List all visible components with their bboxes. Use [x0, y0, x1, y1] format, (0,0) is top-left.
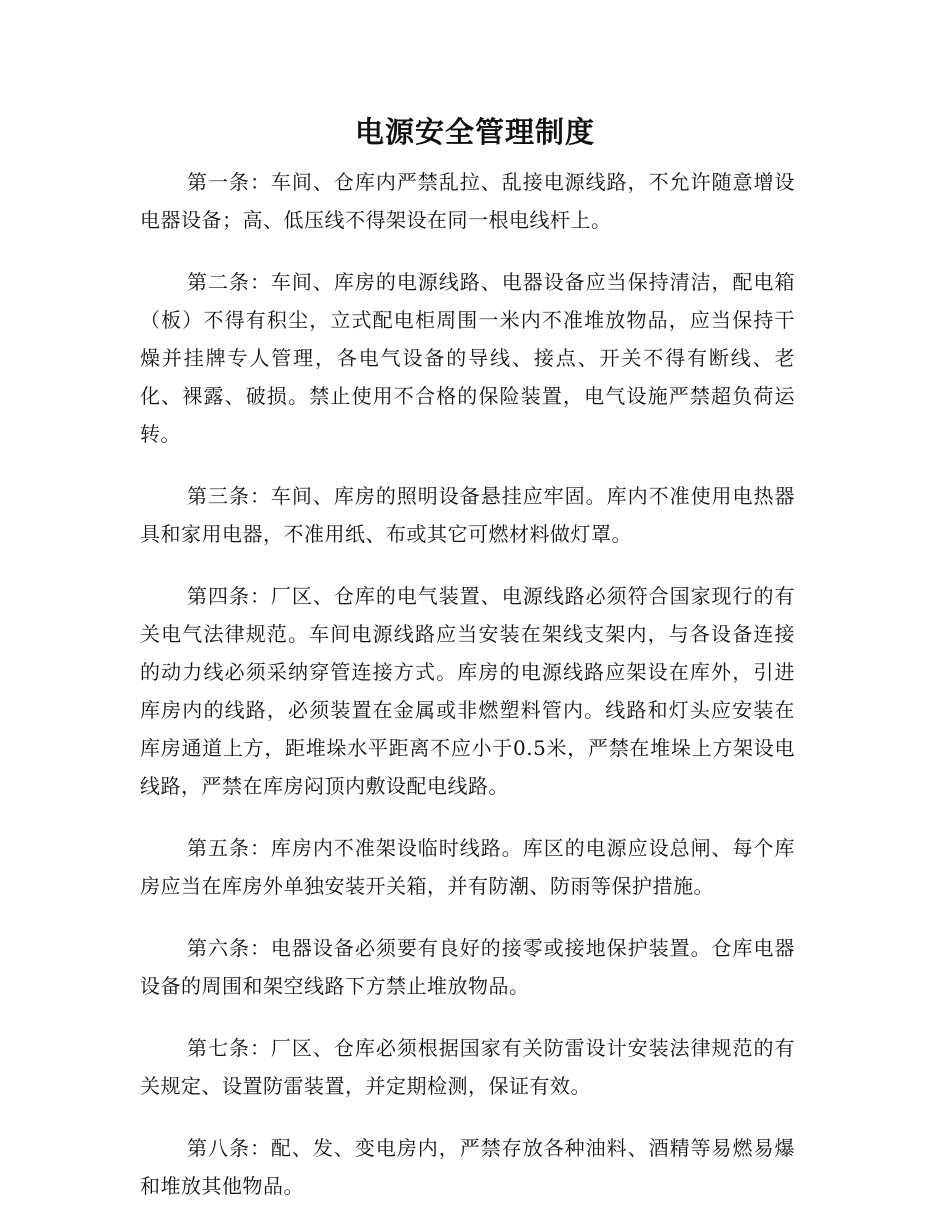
article-4: 第四条：厂区、仓库的电气装置、电源线路必须符合国家现行的有关电气法律规范。车间电源线路应当安装在架线支架内，与各设备连接的动力线必须采纳穿管连接方式。库房的电源线路应架设在库外，引进库房内的线路，必须装置在金属或非燃塑料管内。线路和灯头应安装在库房通道上方，距堆垛水平距离不应小于0.5米，严禁在堆垛上方架设电线路，严禁在库房闷顶内敷设配电线路。 [140, 584, 795, 798]
article-7: 第七条：厂区、仓库必须根据国家有关防雷设计安装法律规范的有关规定、设置防雷装置，并定期检测，保证有效。 [140, 1036, 795, 1098]
article-3: 第三条：车间、库房的照明设备悬挂应牢固。库内不准使用电热器具和家用电器，不准用纸、布或其它可燃材料做灯罩。 [140, 484, 795, 546]
article-1: 第一条：车间、仓库内严禁乱拉、乱接电源线路，不允许随意增设电器设备；高、低压线不得架设在同一根电线杆上。 [140, 170, 795, 232]
article-6: 第六条：电器设备必须要有良好的接零或接地保护装置。仓库电器设备的周围和架空线路下方禁止堆放物品。 [140, 936, 795, 998]
document-body [140, 163, 795, 1229]
article-2: 第二条：车间、库房的电源线路、电器设备应当保持清洁，配电箱（板）不得有积尘，立式配电柜周围一米内不准堆放物品，应当保持干燥并挂牌专人管理，各电气设备的导线、接点、开关不得有断线、老化、裸露、破损。禁止使用不合格的保险装置，电气设施严禁超负荷运转。 [140, 270, 795, 446]
article-5: 第五条：库房内不准架设临时线路。库区的电源应设总闸、每个库房应当在库房外单独安装开关箱，并有防潮、防雨等保护措施。 [140, 836, 795, 898]
document-title: 电源安全管理制度 [354, 115, 595, 149]
article-8: 第八条：配、发、变电房内，严禁存放各种油料、酒精等易燃易爆和堆放其他物品。 [140, 1136, 795, 1198]
